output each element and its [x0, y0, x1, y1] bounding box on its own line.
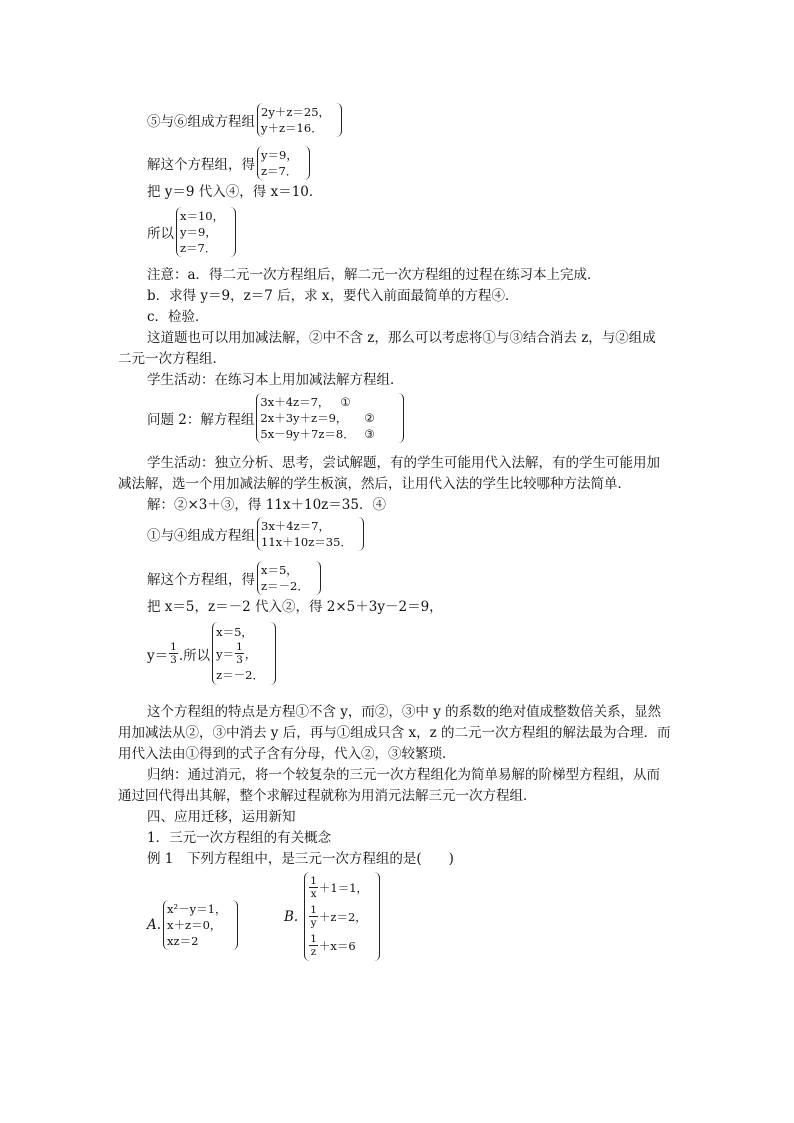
option-b: [284, 872, 380, 961]
system-brace: [256, 393, 396, 443]
equation-text: y＝: [216, 646, 235, 661]
text-line: 解：②×3＋③，得 11x＋10z＝35．④: [147, 497, 386, 513]
system-intro: ①与④组成方程组: [147, 528, 255, 544]
equation: xz＝2: [167, 934, 199, 948]
equation: y＝9，: [180, 225, 217, 239]
equation-row: [260, 410, 392, 426]
system-brace: [163, 900, 230, 950]
equation-row: [260, 426, 392, 442]
numerator: 1: [236, 641, 243, 653]
system-close-bracket: [232, 900, 238, 950]
numerator: 1: [310, 933, 317, 945]
system-close-bracket: [315, 561, 321, 595]
equation: x＝10，: [180, 209, 225, 223]
equation: x＝5，: [216, 625, 253, 639]
equation: 5x－9y＋7z＝8．: [260, 427, 355, 441]
text-line: 减法解，选一个用加减法解的学生板演，然后，让用代入法的学生比较哪种方法简单．: [118, 476, 631, 492]
fraction: [309, 933, 318, 958]
equation: y＝9，: [261, 148, 298, 162]
equation-text: ＋1＝1，: [318, 880, 369, 895]
numerator: 1: [310, 904, 317, 916]
equation-number: ③: [364, 427, 375, 441]
denominator: 3: [170, 654, 177, 666]
system-close-bracket: [304, 146, 310, 180]
fraction: [235, 641, 244, 666]
system-intro: 解这个方程组，得: [147, 572, 255, 588]
system-brace: [304, 872, 372, 961]
equation: z＝－2．: [216, 668, 265, 682]
system-close-bracket: [398, 393, 404, 443]
text-line: 归纳：通过消元，将一个较复杂的三元一次方程组化为简单易解的阶梯型方程组，从而: [147, 767, 660, 783]
text-line: 二元一次方程组．: [118, 351, 226, 367]
equation-system: [147, 517, 364, 551]
equation: 11x＋10z＝35．: [261, 535, 352, 549]
equation: [216, 641, 264, 666]
system-close-bracket: [358, 517, 364, 551]
system-intro: 解这个方程组，得: [147, 157, 255, 173]
equation: z＝－2．: [261, 579, 309, 593]
equation: x＝5，: [261, 563, 298, 577]
equation: y＋z＝16．: [261, 121, 323, 135]
equation-system: [147, 103, 342, 137]
equation-system: [147, 622, 276, 685]
equation-row: [260, 394, 392, 410]
equation-number: ①: [340, 395, 351, 409]
text-line: 把 x＝5，z＝－2 代入②，得 2×5＋3y－2＝9，: [147, 599, 443, 615]
equation: 2y＋z＝25，: [261, 105, 331, 119]
denominator: 3: [236, 654, 243, 666]
denominator: y: [310, 917, 317, 929]
text-line: 这个方程组的特点是方程①不含 y，而②，③中 y 的系数的绝对值成整数倍关系，显然: [147, 704, 662, 720]
text-line: 通过回代得出其解，整个求解过程就称为用消元法解三元一次方程组．: [118, 788, 537, 804]
equation-system: [147, 393, 404, 443]
text-line: 用代入法由①得到的式子含有分母，代入②，③较繁琐．: [118, 746, 456, 762]
equation-text: ＋x＝6: [318, 938, 356, 953]
equation: 3x＋4z＝7，: [261, 519, 330, 533]
system-brace: [257, 103, 334, 137]
equation-system: [147, 561, 321, 595]
equation: x²－y＝1，: [167, 902, 227, 916]
equation: z＝7．: [261, 164, 298, 178]
text-line: 把 y＝9 代入④，得 x＝10．: [147, 184, 323, 200]
system-intro-text: .所以: [178, 647, 211, 664]
equation-system: [147, 146, 310, 180]
system-intro: [147, 641, 210, 666]
option-label: B.: [284, 908, 299, 925]
text-line: 用加减法从②，③中消去 y 后，再与①组成只含 x，z 的二元一次方程组的解法最为合理．而: [118, 725, 671, 741]
numerator: 1: [310, 875, 317, 887]
system-close-bracket: [270, 622, 276, 685]
text-line: b．求得 y＝9，z＝7 后，求 x，要代入前面最简单的方程④．: [147, 288, 519, 304]
equation: x＋z＝0，: [167, 918, 222, 932]
equation-text: ，: [244, 646, 257, 661]
system-brace: [257, 517, 356, 551]
equation: [308, 904, 368, 929]
option-label: A.: [147, 917, 162, 933]
system-close-bracket: [336, 103, 342, 137]
text-line: 学生活动：在练习本上用加减法解方程组．: [147, 372, 404, 388]
system-brace: [257, 561, 313, 595]
system-intro: 问题 2：解方程组: [147, 412, 255, 428]
system-intro: 所以: [147, 226, 174, 242]
system-intro: ⑤与⑥组成方程组: [147, 114, 255, 130]
denominator: z: [310, 946, 317, 958]
fraction: [309, 904, 318, 929]
variable-y: y＝: [147, 647, 169, 664]
numerator: 1: [170, 641, 177, 653]
equation: z＝7．: [180, 241, 217, 255]
equation: [308, 875, 368, 900]
equation: 2x＋3y＋z＝9，: [260, 411, 348, 425]
equation-number: ②: [364, 411, 375, 425]
system-brace: [212, 622, 268, 685]
text-line: 这道题也可以用加减法解，②中不含 z，那么可以考虑将①与③结合消去 z，与②组成: [147, 330, 656, 346]
fraction: [309, 875, 318, 900]
text-line: 注意：a．得二元一次方程组后，解二元一次方程组的过程在练习本上完成．: [147, 267, 601, 283]
fraction: [169, 641, 178, 666]
system-brace: [176, 207, 228, 257]
system-close-bracket: [374, 872, 380, 961]
option-a: [147, 900, 238, 950]
text-line: c．检验．: [147, 309, 209, 325]
equation-system: [147, 207, 236, 257]
equation: 3x＋4z＝7，: [260, 395, 330, 409]
section-heading: 四、应用迁移，运用新知: [147, 809, 296, 825]
subsection-heading: 1．三元一次方程组的有关概念: [147, 830, 332, 846]
system-close-bracket: [230, 207, 236, 257]
system-brace: [257, 146, 302, 180]
text-line: 学生活动：独立分析、思考，尝试解题，有的学生可能用代入法解，有的学生可能用加: [147, 455, 660, 471]
equation: [308, 933, 368, 958]
denominator: x: [310, 888, 317, 900]
example-question: 例 1 下列方程组中，是三元一次方程组的是( ): [147, 851, 454, 867]
equation-text: ＋z＝2，: [318, 909, 367, 924]
